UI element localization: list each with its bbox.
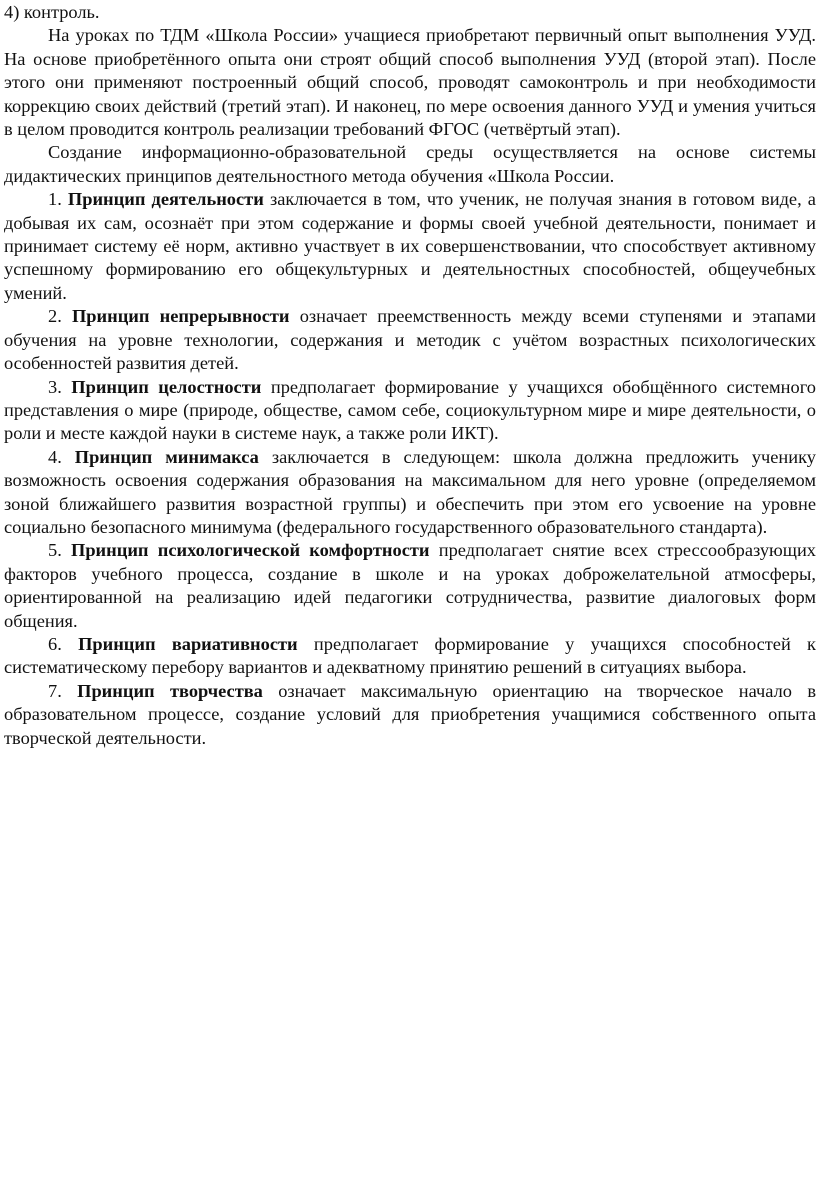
principle-title: Принцип минимакса <box>74 446 259 467</box>
principle-number: 2. <box>48 306 62 327</box>
paragraph-environment: Создание информационно-образовательной среды осуществляется на основе системы дидактических принципов деятельностного метода обучения «Школа России. <box>4 142 816 186</box>
principle-title: Принцип психологической комфортности <box>71 540 430 561</box>
principle-number: 5. <box>48 540 62 561</box>
principle-text: заключается в том, что ученик, не получая знания в готовом виде, а добывая их сам, осознаёт при этом содержание и формы своей учебной деятельности, понимает и принимает систему её норм, активно участвует в их совершенствовании, что способствует активному успешному формированию его общекультурных и деятельностных способностей, общеучебных умений. <box>4 189 816 303</box>
principle-continuity <box>4 305 816 375</box>
principle-creativity <box>4 680 816 750</box>
principle-text: означает преемственность между всеми ступенями и этапами обучения на уровне технологии, содержания и методик с учётом возрастных психологических особенностей развития детей. <box>4 306 816 374</box>
principle-title: Принцип вариативности <box>78 633 298 654</box>
principle-integrity <box>4 376 816 446</box>
principle-text: заключается в следующем: школа должна предложить ученику возможность освоения содержания образования на максимальном для него уровне (определяемом зоной ближайшего развития возрастной группы) и обеспечить при этом его усвоение на уровне социально безопасного минимума (федерального государственного образовательного стандарта). <box>4 446 816 537</box>
principle-text: предполагает формирование у учащихся способностей к систематическому перебору вариантов и адекватному принятию решений в ситуациях выбора. <box>4 633 816 678</box>
principle-activity <box>4 188 816 305</box>
principle-number: 7. <box>48 680 62 701</box>
item-control: 4) контроль. <box>4 2 100 22</box>
principle-title: Принцип целостности <box>71 376 262 397</box>
principle-comfort <box>4 539 816 633</box>
principle-title: Принцип непрерывности <box>71 306 290 327</box>
principle-number: 3. <box>48 376 62 397</box>
principle-minimax <box>4 446 816 540</box>
principle-title: Принцип творчества <box>77 680 263 701</box>
principle-variability <box>4 633 816 680</box>
principle-text: предполагает формирование у учащихся обобщённого системного представления о мире (природе, обществе, самом себе, социокультурном мире и мире деятельности, о роли и месте каждой науки в системе наук, а также роли ИКТ). <box>4 376 816 444</box>
principle-text: означает максимальную ориентацию на творческое начало в образовательном процессе, создание условий для приобретения учащимися собственного опыта творческой деятельности. <box>4 680 816 748</box>
paragraph-lessons: На уроках по ТДМ «Школа России» учащиеся приобретают первичный опыт выполнения УУД. На основе приобретённого опыта они строят общий способ выполнения УУД (второй этап). После этого они применяют построенный общий способ, проводят самоконтроль и при необходимости коррекцию своих действий (третий этап). И наконец, по мере освоения данного УУД и умения учиться в целом проводится контроль реализации требований ФГОС (четвёртый этап). <box>4 25 816 140</box>
principle-text: предполагает снятие всех стрессообразующих факторов учебного процесса, создание в школе и на уроках доброжелательной атмосферы, ориентированной на реализацию идей педагогики сотрудничества, развитие диалоговых форм общения. <box>4 540 816 631</box>
principle-number: 1. <box>48 189 62 210</box>
principle-title: Принцип деятельности <box>67 189 264 210</box>
principle-number: 4. <box>48 446 62 467</box>
principle-number: 6. <box>48 633 62 654</box>
document-body <box>4 1 816 750</box>
